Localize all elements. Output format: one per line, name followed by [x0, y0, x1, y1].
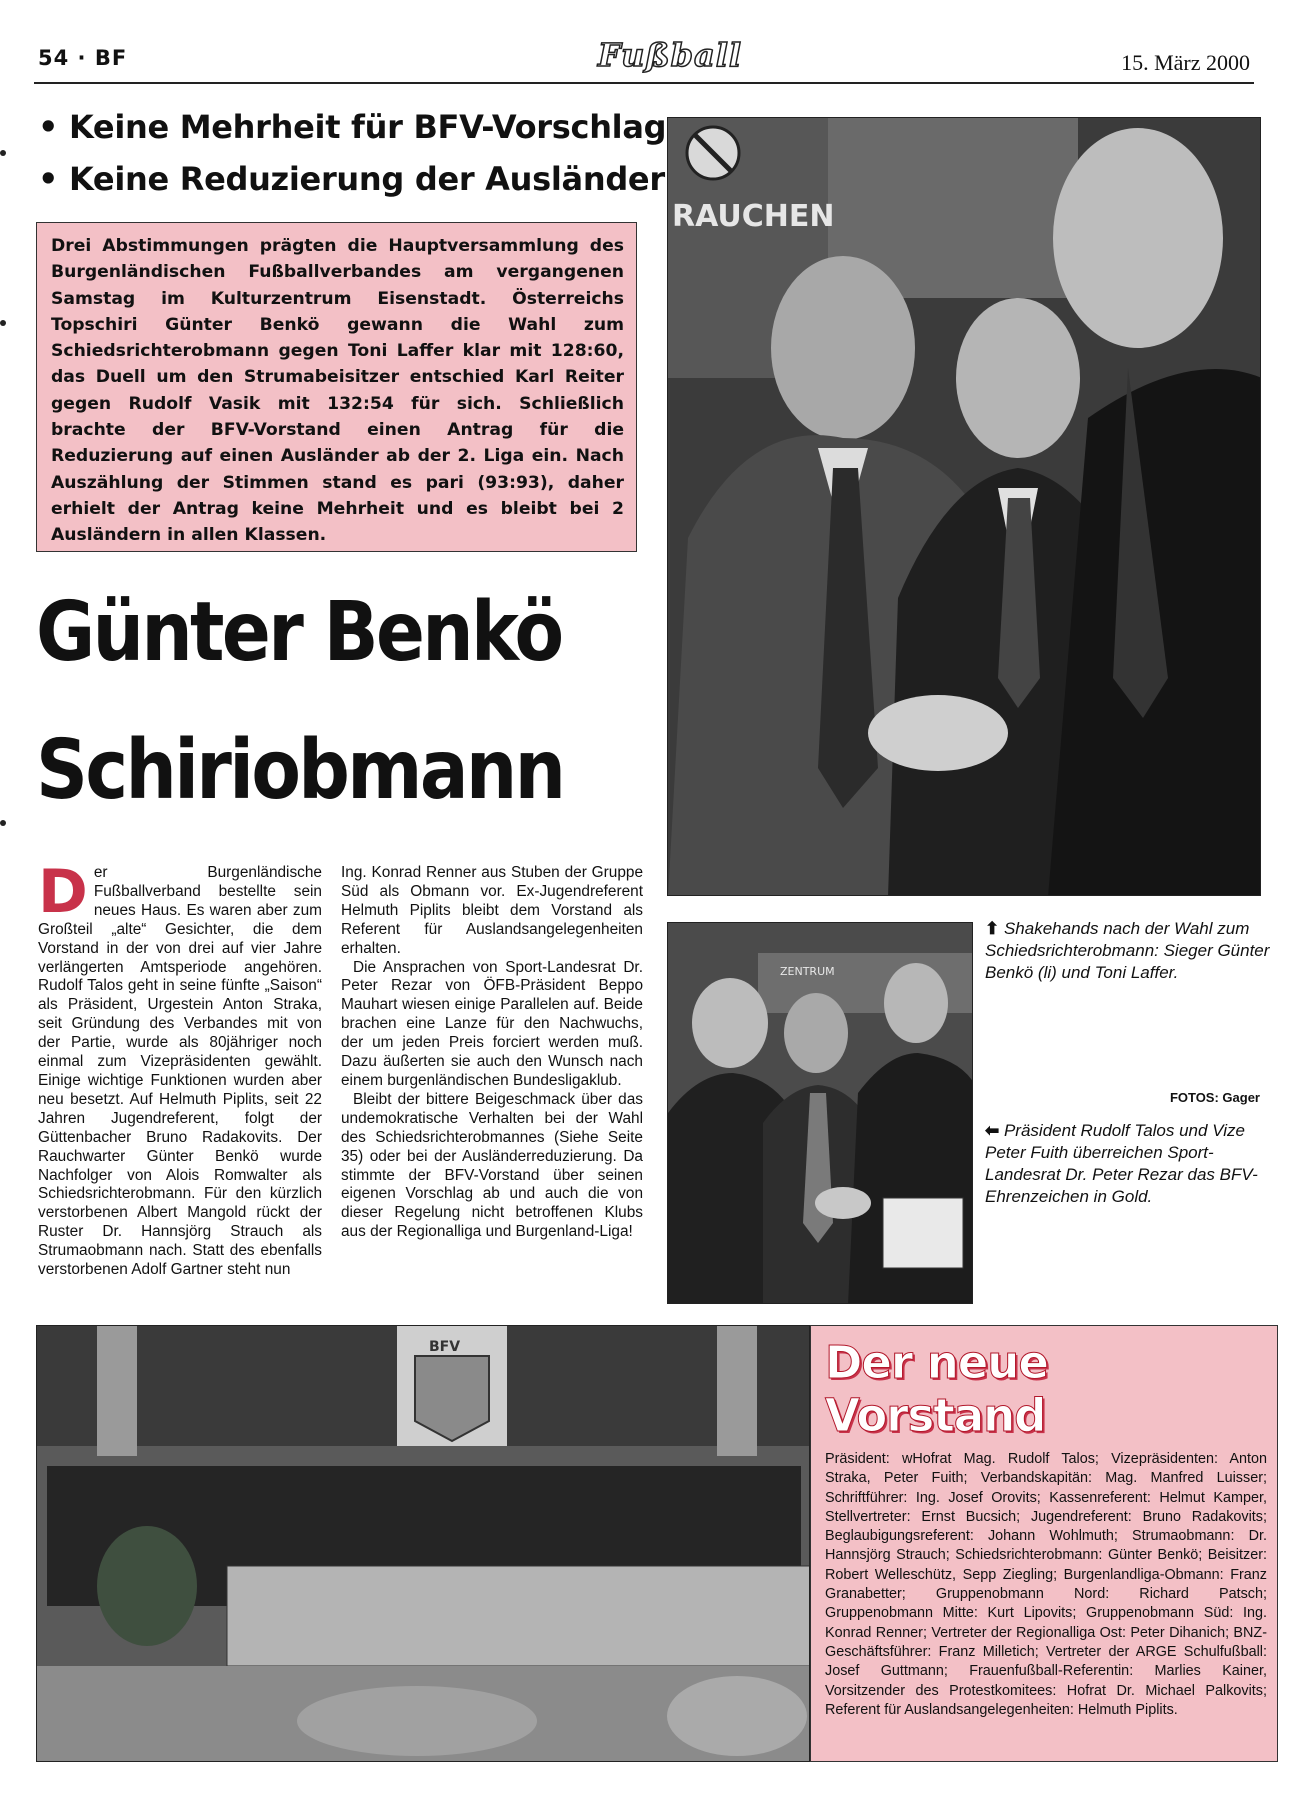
- issue-date: 15. März 2000: [1121, 50, 1250, 75]
- photo-award: [667, 922, 973, 1304]
- photo-board-group: [36, 1325, 810, 1762]
- page-number: 54 · BF: [38, 46, 128, 70]
- article-text-left: er Burgenländische Fußballverband bestellte sein neues Haus. Es waren aber zum Großteil „alte“ Gesichter, die dem Vorstand in der von drei auf vier Jahre verlängerten Amtsperiode angehören. Rudolf Talos geht in seine fünfte „Saison“ als Präsident, Urgestein Anton Straka, seit Gründung des Verbandes mit von der Partie, wurde als 80jähriger noch einmal zum Vizepräsidenten gewählt. Einige wichtige Funktionen wurden aber neu besetzt. Auf Helmuth Piplits, seit 22 Jahren Jugendreferent, folgt der Güttenbacher Bruno Radakovits. Der Rauchwarter Günter Benkö wurde Nachfolger von Alois Romwalter als Schiedsrichterobmann. Für den kürzlich verstorbenen Albert Mangold rückt der Ruster Dr. Hannsjörg Strauch als Strumaobmann nach. Statt des ebenfalls verstorbenen Adolf Gartner steht nun: [38, 864, 322, 1279]
- rauchen-sign: RAUCHEN: [672, 199, 835, 234]
- header-rule: [34, 82, 1254, 84]
- headline-line-1: Günter Benkö: [36, 585, 562, 680]
- board-title: Der neue Vorstand: [825, 1336, 1048, 1442]
- article-column-right: [341, 864, 643, 1242]
- photo-award-illustration: [668, 923, 973, 1304]
- board-members-box: [810, 1325, 1278, 1762]
- caption-text-2: Präsident Rudolf Talos und Vize Peter Fuith überreichen Sport-Landesrat Dr. Peter Rezar das BFV-Ehrenzeichen in Gold.: [985, 1121, 1258, 1206]
- bfv-emblem-label: BFV: [429, 1339, 461, 1355]
- photo-handshake: [667, 117, 1261, 896]
- scan-mark: [0, 150, 6, 156]
- zentrum-sign: ZENTRUM: [780, 965, 835, 978]
- arrow-left-icon: ⬅: [985, 1121, 1004, 1140]
- subhead-bullet-2: • Keine Reduzierung der Ausländer: [38, 160, 665, 198]
- scan-mark: [0, 820, 6, 826]
- arrow-up-icon: ⬆: [985, 919, 1004, 938]
- article-paragraph: Die Ansprachen von Sport-Landesrat Dr. Peter Rezar von ÖFB-Präsident Beppo Mauhart wiesen einige Parallelen auf. Beide brachen eine Lanze für den Nachwuchs, der um jeden Preis forciert werden muß. Dazu äußerten sie auch den Wunsch nach einem burgenländischen Bundesligaklub.: [341, 958, 643, 1089]
- photo-caption-1: [985, 918, 1275, 984]
- scan-mark: [0, 320, 6, 326]
- photo-caption-2: [985, 1120, 1275, 1208]
- caption-text-1: Shakehands nach der Wahl zum Schiedsrichterobmann: Sieger Günter Benkö (li) und Toni Laffer.: [985, 919, 1270, 982]
- photo-credit: FOTOS: Gager: [1169, 1090, 1260, 1105]
- subhead-bullet-1: • Keine Mehrheit für BFV-Vorschlag: [38, 108, 667, 146]
- article-paragraph: Ing. Konrad Renner aus Stuben der Gruppe Süd als Obmann vor. Ex-Jugendreferent Helmuth Piplits bleibt dem Vorstand als Referent für Auslandsangelegenheiten erhalten.: [341, 864, 643, 957]
- section-title: Fußball: [597, 36, 743, 74]
- board-members-text: Präsident: wHofrat Mag. Rudolf Talos; Vizepräsidenten: Anton Straka, Peter Fuith; Verbandskapitän: Mag. Manfred Luisser; Schriftführer: Ing. Josef Orovits; Kassenreferent: Helmut Kamper, Stellvertreter: Ernst Bucsich; Jugendreferent: Bruno Radakovits; Beglaubigungsreferent: Johann Wohlmuth; Strumaobmann: Dr. Hannsjörg Strauch; Schiedsrichterobmann: Günter Benkö; Beisitzer: Robert Welleschütz, Sepp Ziegling; Burgenlandliga-Obmann: Franz Granabetter; Gruppenobmann Nord: Richard Patsch; Gruppenobmann Mitte: Kurt Lipovits; Gruppenobmann Süd: Ing. Konrad Renner; Vertreter der Regionalliga Ost: Peter Dihanich; BNZ-Geschäftsführer: Franz Milletich; Vertreter der ARGE Schulfußball: Josef Guttmann; Frauenfußball-Referentin: Marlies Kainer, Vorsitzender des Protestkomitees: Hofrat Dr. Michael Palkovits; Referent für Auslandsangelegenheiten: Helmuth Piplits.: [825, 1451, 1267, 1718]
- headline-line-2: Schiriobmann: [36, 723, 564, 818]
- photo-handshake-illustration: [668, 118, 1261, 896]
- lead-box: [36, 222, 637, 552]
- lead-text: Drei Abstimmungen prägten die Hauptversammlung des Burgenländischen Fußballverbandes am vergangenen Samstag im Kulturzentrum Eisenstadt. Österreichs Topschiri Günter Benkö gewann die Wahl zum Schiedsrichterobmann gegen Toni Laffer klar mit 128:60, das Duell um den Strumabeisitzer entschied Karl Reiter gegen Rudolf Vasik mit 132:54 für sich. Schließlich brachte der BFV-Vorstand einen Antrag für die Reduzierung auf einen Ausländer ab der 2. Liga ein. Nach Auszählung der Stimmen stand es pari (93:93), daher erhielt der Antrag keine Mehrheit und es bleibt bei 2 Ausländern in allen Klassen.: [51, 236, 624, 546]
- dropcap: D: [38, 857, 88, 927]
- article-paragraph: Bleibt der bittere Beigeschmack über das undemokratische Verhalten bei der Wahl des Schiedsrichterobmannes (Siehe Seite 35) oder bei der Ausländerreduzierung. Da stimmte der BFV-Vorstand über seinen eigenen Vorschlag ab und auch die von dieser Regelung nicht betroffenen Klubs aus der Regionalliga und Burgenland-Liga!: [341, 1090, 643, 1241]
- photo-board-group-illustration: [37, 1326, 810, 1762]
- article-column-left: [38, 857, 322, 1280]
